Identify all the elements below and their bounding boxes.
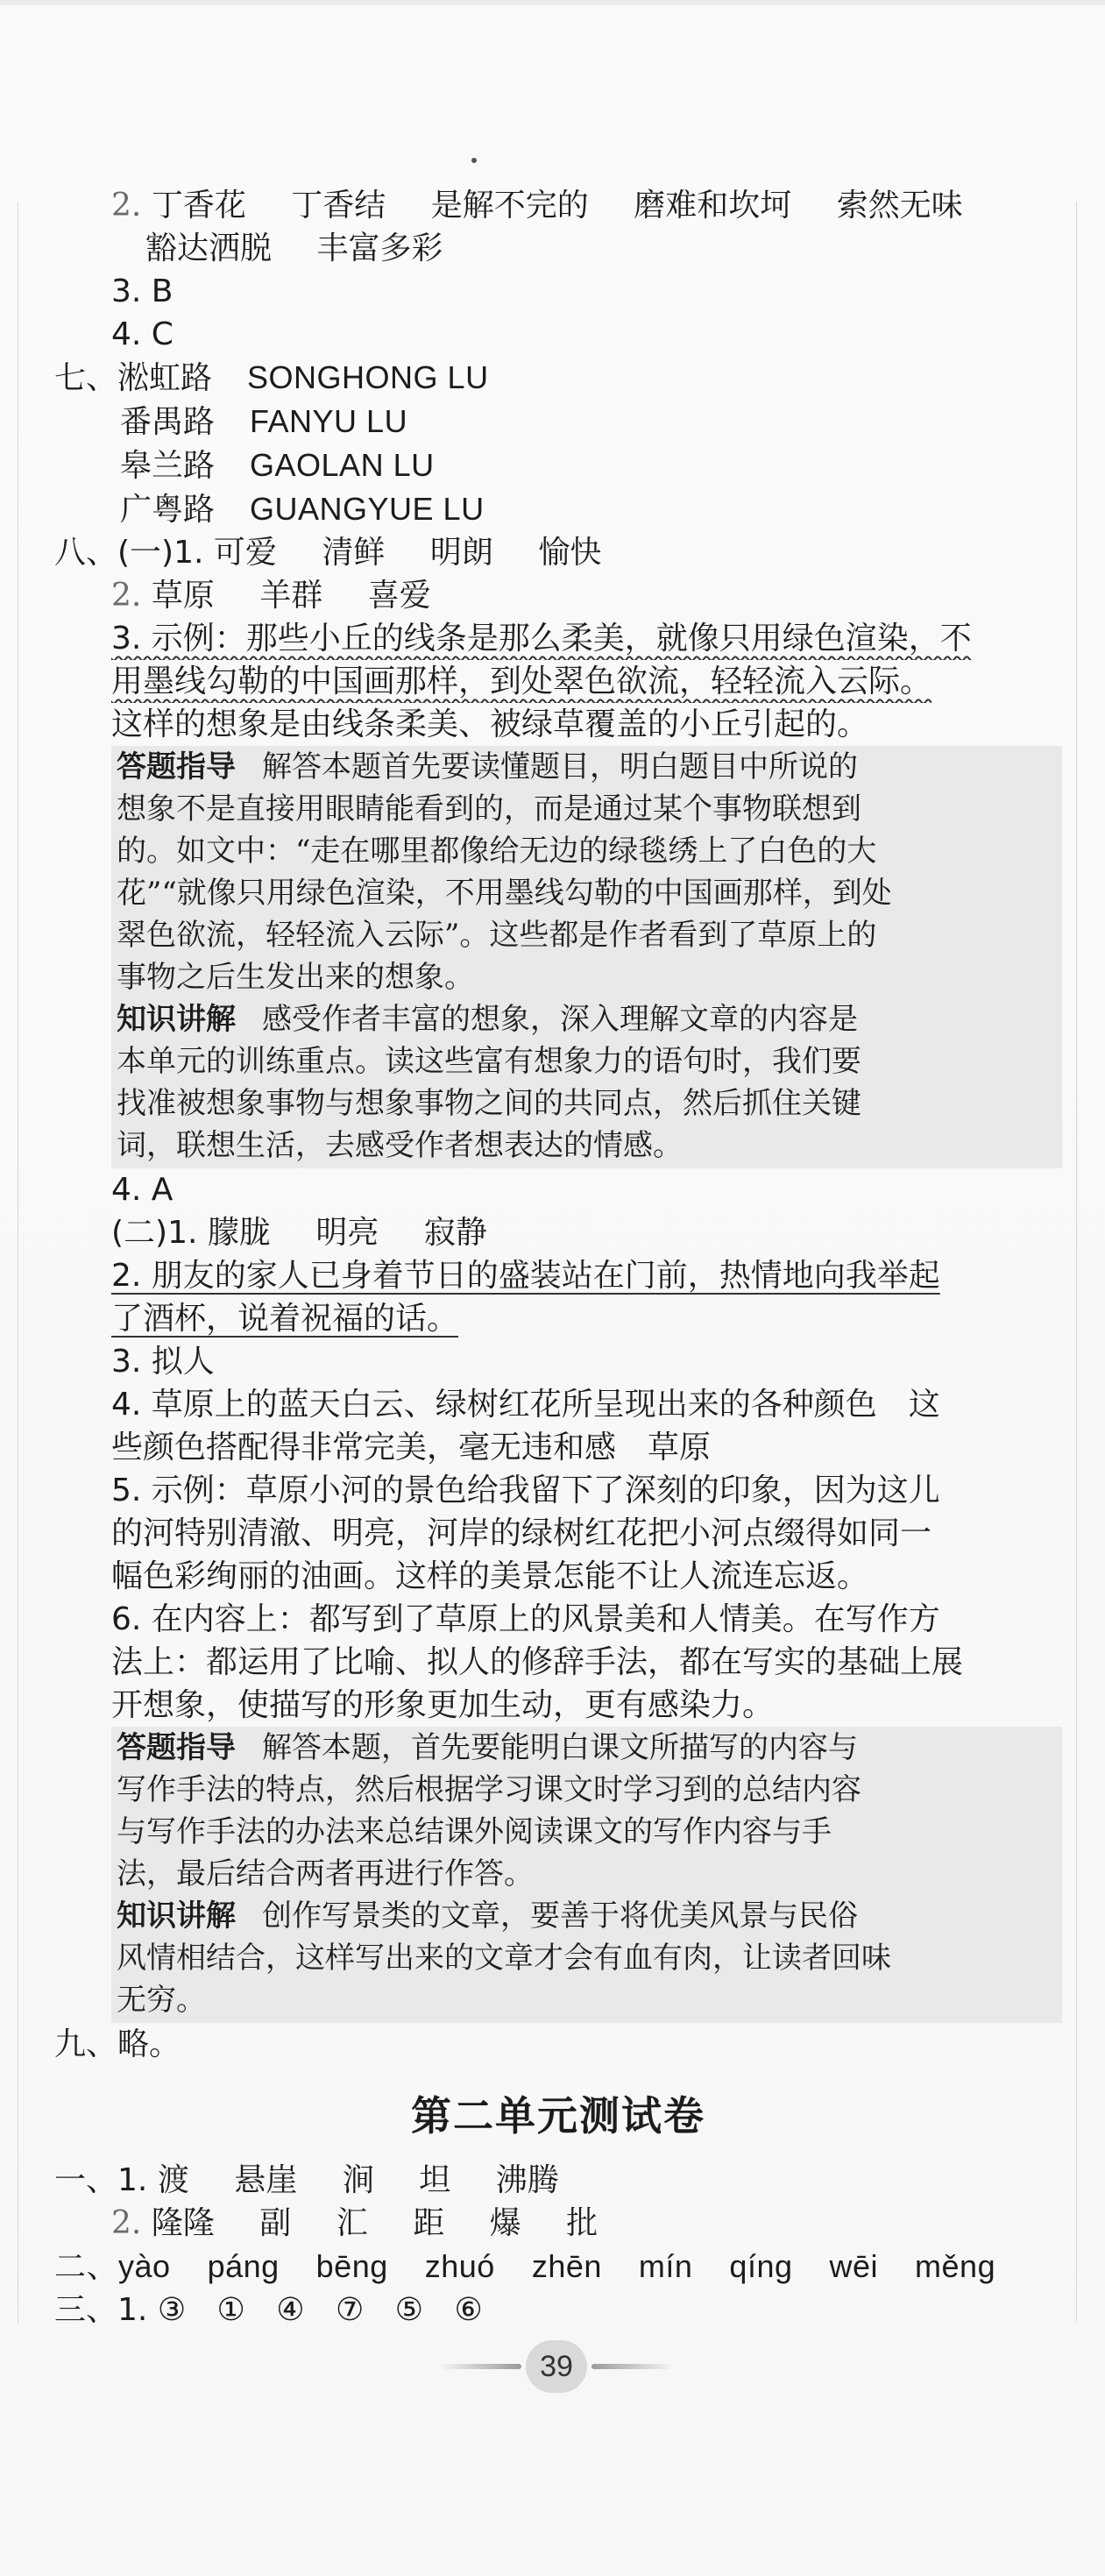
part9: 九、略。 [54,2026,181,2062]
guide2-line1: 答题指导 解答本题，首先要能明白课文所描写的内容与 [117,1730,858,1765]
page-number-wing-left [443,2364,521,2369]
guide2-line2: 写作手法的特点，然后根据学习课文时学习到的总结内容 [117,1772,861,1807]
q7-2-line2: 豁达洒脱 丰富多彩 [145,231,443,266]
page-number-wing-right [591,2364,670,2369]
unit2-p1-q1: 一、1. 渡 悬崖 涧 坦 沸腾 [54,2162,559,2198]
part8-q3-line3: 这样的想象是由线条柔美、被绿草覆盖的小丘引起的。 [111,706,869,742]
part8-sub2-q2-line1: 2. 朋友的家人已身着节日的盛装站在门前，热情地向我举起 [111,1258,940,1294]
part8-q1: 八、(一)1. 可爱 清鲜 明朗 愉快 [54,535,602,571]
guide1-line3: 的。如文中：“走在哪里都像给无边的绿毯绣上了白色的大 [117,834,877,869]
knowledge-label: 知识讲解 [117,1002,236,1037]
q7-4-answer: 4. C [111,316,174,352]
unit2-p1-q2: 2. 隆隆 副 汇 距 爆 批 [111,2205,599,2241]
know1-line4: 词，联想生活，去感受作者想表达的情感。 [117,1128,683,1163]
right-margin-line [1076,202,1077,2323]
answer-guide-block-2 [111,1727,1062,2023]
q7-2-line1: 2. 丁香花 丁香结 是解不完的 磨难和坎坷 索然无味 [111,188,963,224]
part8-sub2-q2-line2: 了酒杯，说着祝福的话。 [111,1301,459,1337]
know1-line1: 知识讲解 感受作者丰富的想象，深入理解文章的内容是 [117,1002,858,1037]
road-row-3: 皋兰路 GAOLAN LU [120,447,435,484]
know2-line3: 无穷。 [117,1983,206,2018]
part8-sub2-q4-line2: 些颜色搭配得非常完美，毫无违和感 草原 [111,1430,712,1465]
unit2-title: 第二单元测试卷 [411,2092,705,2140]
part8-sub2-q6-line2: 法上：都运用了比喻、拟人的修辞手法，都在写实的基础上展 [111,1644,964,1680]
know2-line2: 风情相结合，这样写出来的文章才会有血有肉，让读者回味 [117,1941,891,1976]
road-row-2: 番禺路 FANYU LU [120,403,408,440]
part8-q4: 4. A [111,1172,174,1208]
page-number: 39 [526,2340,587,2393]
top-edge [0,0,1105,5]
part8-q3-line2: 用墨线勾勒的中国画那样，到处翠色欲流，轻轻流入云际。 [111,664,932,699]
answer-content [54,184,1062,2331]
answer-guide-block-1 [111,746,1062,1168]
guide2-line4: 法，最后结合两者再进行作答。 [117,1856,534,1891]
guide-label: 答题指导 [117,1730,236,1765]
guide1-line4: 花”“就像只用绿色渲染，不用墨线勾勒的中国画那样，到处 [117,876,892,911]
part8-sub2-q5-line3: 幅色彩绚丽的油画。这样的美景怎能不让人流连忘返。 [111,1558,869,1594]
guide1-line5: 翠色欲流，轻轻流入云际”。这些都是作者看到了草原上的 [117,918,877,953]
part8-sub2-q4-line1: 4. 草原上的蓝天白云、绿树红花所呈现出来的各种颜色 这 [111,1387,940,1423]
knowledge-label: 知识讲解 [117,1898,236,1934]
part8-sub2-q1: (二)1. 朦胧 明亮 寂静 [111,1215,487,1251]
part8-sub2-q5-line2: 的河特别清澈、明亮，河岸的绿树红花把小河点缀得如同一 [111,1515,932,1551]
road-row-1: 七、淞虹路 SONGHONG LU [54,359,489,396]
guide1-line1: 答题指导 解答本题首先要读懂题目，明白题目中所说的 [117,749,858,784]
unit2-p2-pinyin: 二、yào páng bēng zhuó zhēn mín qíng wēi měng [54,2248,996,2285]
know1-line3: 找准被想象事物与想象事物之间的共同点，然后抓住关键 [117,1086,861,1121]
unit2-p3-q1: 三、1. ③ ① ④ ⑦ ⑤ ⑥ [54,2292,483,2328]
guide1-line2: 想象不是直接用眼睛能看到的，而是通过某个事物联想到 [117,791,861,827]
know2-line1: 知识讲解 创作写景类的文章，要善于将优美风景与民俗 [117,1898,858,1934]
part8-sub2-q6-line1: 6. 在内容上：都写到了草原上的风景美和人情美。在写作方 [111,1601,940,1637]
part8-sub2-q6-line3: 开想象，使描写的形象更加生动，更有感染力。 [111,1687,775,1723]
guide2-line3: 与写作手法的办法来总结课外阅读课文的写作内容与手 [117,1814,832,1849]
part8-q2: 2. 草原 羊群 喜爱 [111,578,431,614]
part8-q3-line1: 3. 示例：那些小丘的线条是那么柔美，就像只用绿色渲染，不 [111,621,972,656]
page-number-badge [443,2340,670,2393]
guide-label: 答题指导 [117,749,236,784]
know1-line2: 本单元的训练重点。读这些富有想象力的语句时，我们要 [117,1044,861,1079]
road-row-4: 广粤路 GUANGYUE LU [120,491,485,528]
part8-sub2-q3: 3. 拟人 [111,1344,215,1380]
q7-3-answer: 3. B [111,273,174,309]
top-dot [471,158,477,163]
guide1-line6: 事物之后生发出来的想象。 [117,960,474,995]
part8-sub2-q5-line1: 5. 示例：草原小河的景色给我留下了深刻的印象，因为这儿 [111,1473,940,1508]
